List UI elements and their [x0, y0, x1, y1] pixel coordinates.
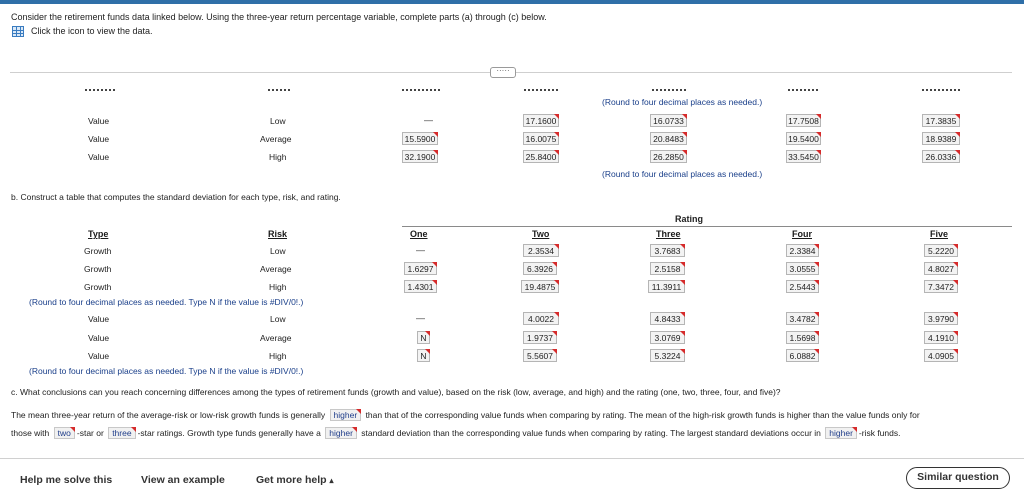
answer-box[interactable]: 19.4875	[521, 280, 559, 293]
answer-box[interactable]: 3.7683	[650, 244, 685, 257]
round-note: (Round to four decimal places as needed.)	[602, 97, 763, 107]
answer-box[interactable]: 26.0336	[922, 150, 960, 163]
answer-box[interactable]: 1.5698	[786, 331, 819, 344]
answer-box[interactable]: 26.2850	[650, 150, 687, 163]
answer-box[interactable]: 25.8400	[523, 150, 559, 163]
answer-box[interactable]: 3.0769	[650, 331, 685, 344]
clipped-header	[85, 89, 115, 91]
risk-cell: Low	[270, 246, 286, 256]
part-c-question: c. What conclusions can you reach concerning differences among the types of retirement funds (growth and value), based on the risk (low, average, and high) and the rating (one, two, three, four, and five)?	[11, 387, 781, 397]
answer-box[interactable]: 2.3534	[523, 244, 559, 257]
answer-box[interactable]: 16.0075	[523, 132, 559, 145]
header-one: One	[410, 229, 428, 239]
answer-box[interactable]: 7.3472	[924, 280, 958, 293]
answer-box[interactable]: N	[417, 331, 430, 344]
header-type: Type	[88, 229, 109, 239]
risk-cell: Average	[260, 264, 292, 274]
risk-cell: High	[269, 152, 287, 162]
empty-cell: —	[416, 313, 425, 323]
empty-cell: —	[424, 115, 433, 125]
type-cell: Growth	[84, 282, 112, 292]
answer-box[interactable]: 1.6297	[404, 262, 437, 275]
answer-box[interactable]: 1.9737	[523, 331, 557, 344]
risk-cell: High	[269, 282, 287, 292]
type-cell: Value	[88, 351, 110, 361]
help-me-solve-button[interactable]: Help me solve this	[20, 474, 113, 486]
part-b-label: b. Construct a table that computes the standard deviation for each type, risk, and rating.	[11, 192, 341, 202]
answer-box[interactable]: 5.5607	[523, 349, 557, 362]
answer-box[interactable]: 5.3224	[650, 349, 685, 362]
round-note: (Round to four decimal places as needed. Type N if the value is #DIV/0!.)	[29, 297, 304, 307]
answer-box[interactable]: 32.1900	[402, 150, 438, 163]
conclusion-text: those with	[11, 428, 50, 438]
dropdown-answer-4[interactable]: higher	[325, 427, 357, 439]
clipped-header	[402, 89, 442, 91]
type-cell: Value	[88, 134, 110, 144]
dropdown-answer-1[interactable]: higher	[330, 409, 362, 421]
clipped-header	[652, 89, 688, 91]
data-link-text[interactable]: Click the icon to view the data.	[31, 26, 153, 36]
type-cell: Growth	[84, 246, 112, 256]
get-more-help-button[interactable]	[256, 474, 334, 486]
type-cell: Value	[88, 314, 110, 324]
round-note: (Round to four decimal places as needed. Type N if the value is #DIV/0!.)	[29, 366, 304, 376]
answer-box[interactable]: 33.5450	[786, 150, 821, 163]
answer-box[interactable]: 20.8483	[650, 132, 687, 145]
header-risk: Risk	[268, 229, 288, 239]
risk-cell: Low	[270, 116, 286, 126]
conclusion-text: -star or	[76, 428, 104, 438]
answer-box[interactable]: 17.1600	[523, 114, 559, 127]
answer-box[interactable]: 4.8433	[650, 312, 685, 325]
data-table-icon[interactable]	[12, 26, 24, 37]
answer-box[interactable]: 1.4301	[404, 280, 437, 293]
header-four: Four	[792, 229, 812, 239]
type-cell: Value	[88, 152, 110, 162]
similar-question-button[interactable]: Similar question	[906, 467, 1010, 489]
answer-box[interactable]: 19.5400	[786, 132, 821, 145]
clipped-header	[788, 89, 820, 91]
risk-cell: Average	[260, 333, 292, 343]
answer-box[interactable]: 4.8027	[924, 262, 958, 275]
header-two: Two	[532, 229, 550, 239]
answer-box[interactable]: 11.3911	[648, 280, 685, 293]
expand-dots-button[interactable]: ·····	[490, 67, 516, 78]
dropdown-answer-5[interactable]: higher	[825, 427, 857, 439]
conclusion-line-1	[11, 409, 920, 421]
answer-box[interactable]: 3.0555	[786, 262, 819, 275]
view-example-button[interactable]: View an example	[141, 474, 225, 486]
answer-box[interactable]: 6.3926	[523, 262, 557, 275]
risk-cell: High	[269, 351, 287, 361]
answer-box[interactable]: 4.1910	[924, 331, 958, 344]
answer-box[interactable]: 17.3835	[922, 114, 960, 127]
answer-box[interactable]: 6.0882	[786, 349, 819, 362]
conclusion-text: -risk funds.	[858, 428, 901, 438]
dropdown-answer-2[interactable]: two	[54, 427, 75, 439]
risk-cell: Low	[270, 314, 286, 324]
conclusion-text: standard deviation than the corresponding value funds when comparing by rating. The largest standard deviations occur in	[361, 428, 821, 438]
answer-box[interactable]: 16.0733	[650, 114, 687, 127]
conclusion-text: -star ratings. Growth type funds generally have a	[137, 428, 321, 438]
answer-box[interactable]: 18.9389	[922, 132, 960, 145]
answer-box[interactable]: 3.4782	[786, 312, 819, 325]
clipped-header	[524, 89, 560, 91]
type-cell: Growth	[84, 264, 112, 274]
header-five: Five	[930, 229, 949, 239]
type-cell: Value	[88, 333, 110, 343]
empty-cell: —	[416, 245, 425, 255]
conclusion-line-2	[11, 427, 900, 439]
get-more-help-label: Get more help	[256, 474, 327, 486]
answer-box[interactable]: 3.9790	[924, 312, 958, 325]
round-note: (Round to four decimal places as needed.)	[602, 169, 763, 179]
clipped-header	[922, 89, 962, 91]
dropdown-answer-3[interactable]: three	[108, 427, 135, 439]
risk-cell: Average	[260, 134, 292, 144]
rating-rule	[402, 226, 1012, 227]
answer-box[interactable]: 2.5158	[650, 262, 685, 275]
answer-box[interactable]: 4.0905	[924, 349, 958, 362]
header-three: Three	[656, 229, 681, 239]
answer-box[interactable]: 15.5900	[402, 132, 438, 145]
clipped-header	[268, 89, 290, 91]
top-accent-bar	[0, 0, 1024, 4]
answer-box[interactable]: 17.7508	[786, 114, 821, 127]
answer-box[interactable]: 5.2220	[924, 244, 958, 257]
conclusion-text: than that of the corresponding value funds when comparing by rating. The mean of the high-risk growth funds is higher than the value funds only for	[365, 410, 920, 420]
rating-header: Rating	[675, 214, 703, 224]
caret-up-icon: ▴	[329, 476, 334, 485]
answer-box[interactable]: 2.3384	[786, 244, 819, 257]
answer-box[interactable]: N	[417, 349, 430, 362]
answer-box[interactable]: 2.5443	[786, 280, 819, 293]
instructions: Consider the retirement funds data linked below. Using the three-year return percentage variable, complete parts (a) through (c) below.	[11, 12, 547, 22]
answer-box[interactable]: 4.0022	[523, 312, 559, 325]
conclusion-text: The mean three-year return of the average-risk or low-risk growth funds is generally	[11, 410, 326, 420]
type-cell: Value	[88, 116, 110, 126]
